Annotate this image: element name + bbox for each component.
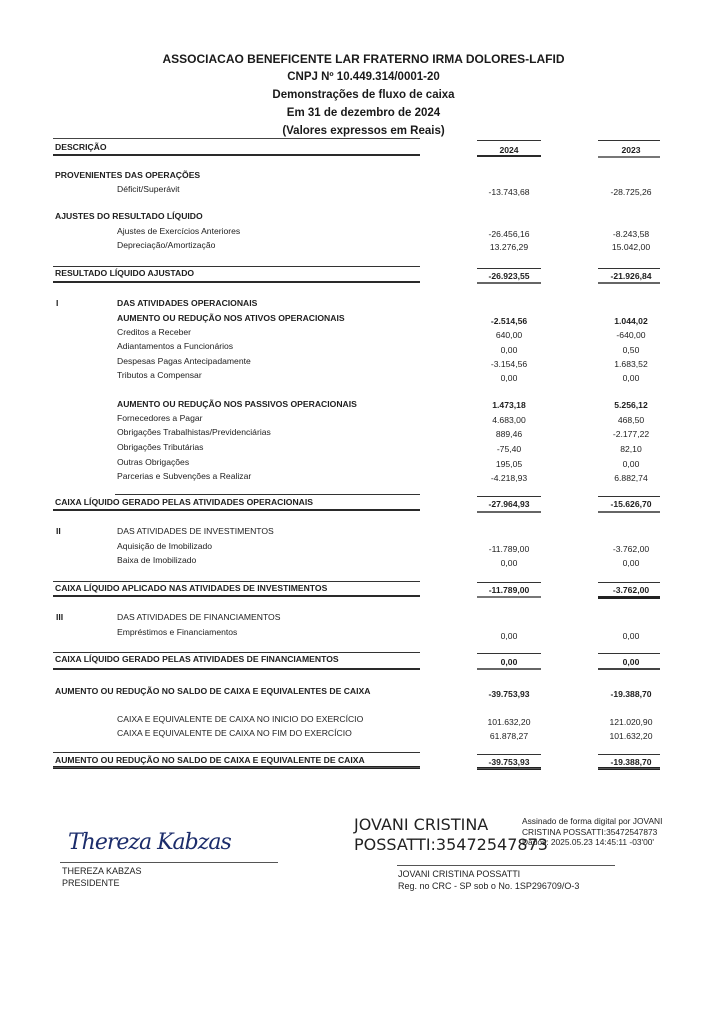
divider bbox=[53, 138, 420, 139]
row-label: CAIXA E EQUIVALENTE DE CAIXA NO INICIO DO EXERCÍCIO bbox=[117, 714, 364, 724]
total-row bbox=[0, 581, 727, 595]
value-2024: -11.789,00 bbox=[488, 544, 530, 554]
currency-note: (Valores expressos em Reais) bbox=[282, 125, 445, 137]
section-title bbox=[0, 296, 727, 310]
value-2024: 0,00 bbox=[500, 373, 518, 383]
value-2024: 889,46 bbox=[495, 429, 523, 439]
row-label: AUMENTO OU REDUÇÃO NO SALDO DE CAIXA E EQUIVALENTES DE CAIXA bbox=[55, 686, 371, 696]
row-label: AUMENTO OU REDUÇÃO NOS ATIVOS OPERACIONAIS bbox=[117, 313, 345, 323]
value-2023: 0,00 bbox=[622, 459, 640, 469]
value-2024: -26.923,55 bbox=[488, 271, 530, 281]
section-marker: I bbox=[56, 298, 59, 308]
value-2024: 4.683,00 bbox=[492, 415, 526, 425]
row-label: CAIXA LÍQUIDO GERADO PELAS ATIVIDADES OPERACIONAIS bbox=[55, 497, 313, 507]
table-row bbox=[0, 625, 727, 639]
table-row bbox=[0, 368, 727, 382]
signature-line bbox=[397, 865, 615, 866]
value-2023: 5.256,12 bbox=[614, 400, 648, 410]
table-row bbox=[0, 224, 727, 238]
value-2023: -21.926,84 bbox=[610, 271, 652, 281]
value-2023: -8.243,58 bbox=[612, 229, 650, 239]
signature-line bbox=[60, 862, 278, 863]
row-label: Ajustes de Exercícios Anteriores bbox=[117, 226, 241, 236]
value-2023: 0,00 bbox=[622, 631, 640, 641]
row-label: CAIXA LÍQUIDO APLICADO NAS ATIVIDADES DE INVESTIMENTOS bbox=[55, 583, 328, 593]
value-2023: 0,00 bbox=[622, 373, 640, 383]
row-label: Adiantamentos a Funcionários bbox=[117, 341, 234, 351]
value-2024: -2.514,56 bbox=[490, 316, 528, 326]
total-row bbox=[0, 495, 727, 509]
value-2024: -27.964,93 bbox=[488, 499, 530, 509]
value-2023: 468,50 bbox=[617, 415, 645, 425]
value-2023: 0,00 bbox=[622, 558, 640, 568]
subtotal-row bbox=[0, 397, 727, 411]
accountant-signature-block bbox=[398, 868, 579, 892]
row-label: Despesas Pagas Antecipadamente bbox=[117, 356, 251, 366]
president-name: THEREZA KABZAS bbox=[62, 866, 142, 876]
section-label: AJUSTES DO RESULTADO LÍQUIDO bbox=[55, 211, 203, 221]
row-label: Parcerias e Subvenções a Realizar bbox=[117, 471, 252, 481]
table-row bbox=[0, 238, 727, 252]
table-row bbox=[0, 182, 727, 196]
value-2024: -11.789,00 bbox=[488, 585, 530, 595]
column-description: DESCRIÇÃO bbox=[55, 142, 107, 152]
subtotal-row bbox=[0, 311, 727, 325]
president-role: PRESIDENTE bbox=[62, 878, 120, 888]
table-row bbox=[0, 425, 727, 439]
row-label: RESULTADO LÍQUIDO AJUSTADO bbox=[55, 268, 195, 278]
section-label: DAS ATIVIDADES OPERACIONAIS bbox=[117, 298, 258, 308]
divider bbox=[53, 281, 420, 283]
organization-name: ASSOCIACAO BENEFICENTE LAR FRATERNO IRMA DOLORES-LAFID bbox=[162, 52, 565, 66]
president-signature-block bbox=[62, 865, 142, 889]
value-2024: 640,00 bbox=[495, 330, 523, 340]
value-2024: 1.473,18 bbox=[492, 400, 526, 410]
value-2023: -640,00 bbox=[616, 330, 646, 340]
value-2023: 121.020,90 bbox=[609, 717, 653, 727]
digital-signature-details bbox=[522, 816, 662, 848]
table-row bbox=[0, 455, 727, 469]
divider bbox=[53, 668, 420, 670]
table-row bbox=[0, 712, 727, 726]
divider bbox=[477, 511, 541, 513]
value-2024: -4.218,93 bbox=[490, 473, 528, 483]
divider bbox=[598, 511, 660, 513]
value-2023: -3.762,00 bbox=[612, 544, 650, 554]
section-title bbox=[0, 610, 727, 624]
digital-note: Assinado de forma digital por JOVANI bbox=[522, 816, 663, 826]
total-row bbox=[0, 266, 727, 280]
column-header-row bbox=[0, 140, 727, 154]
value-2023: 82,10 bbox=[620, 444, 642, 454]
value-2023: 15.042,00 bbox=[611, 242, 651, 252]
cnpj: CNPJ Nº 10.449.314/0001-20 bbox=[287, 71, 440, 83]
table-row bbox=[0, 726, 727, 740]
value-2023: -2.177,22 bbox=[612, 429, 650, 439]
value-2023: 1.683,52 bbox=[614, 359, 648, 369]
row-label: Obrigações Tributárias bbox=[117, 442, 204, 452]
value-2023: 101.632,20 bbox=[609, 731, 653, 741]
table-row bbox=[0, 469, 727, 483]
row-label: Aquisição de Imobilizado bbox=[117, 541, 213, 551]
section-label: PROVENIENTES DAS OPERAÇÕES bbox=[55, 170, 201, 180]
value-2023: -19.388,70 bbox=[610, 757, 652, 767]
table-row bbox=[0, 411, 727, 425]
row-label: Fornecedores a Pagar bbox=[117, 413, 203, 423]
row-label: Obrigações Trabalhistas/Previdenciárias bbox=[117, 427, 271, 437]
row-label: AUMENTO OU REDUÇÃO NOS PASSIVOS OPERACIONAIS bbox=[117, 399, 357, 409]
section-label: DAS ATIVIDADES DE FINANCIAMENTOS bbox=[117, 612, 281, 622]
section-marker: II bbox=[56, 526, 61, 536]
divider bbox=[53, 595, 420, 597]
document-date: Em 31 de dezembro de 2024 bbox=[286, 107, 441, 119]
accountant-name: JOVANI CRISTINA POSSATTI bbox=[398, 869, 521, 879]
document-header bbox=[0, 50, 727, 140]
accountant-registration: Reg. no CRC - SP sob o No. 1SP296709/O-3 bbox=[398, 881, 580, 891]
value-2024: 101.632,20 bbox=[487, 717, 531, 727]
president-handwritten-signature: Thereza Kabzas bbox=[68, 830, 231, 855]
column-2024: 2024 bbox=[499, 145, 519, 155]
row-label: Creditos a Receber bbox=[117, 327, 192, 337]
section-title bbox=[0, 209, 727, 223]
table-row bbox=[0, 354, 727, 368]
row-label: CAIXA LÍQUIDO GERADO PELAS ATIVIDADES DE FINANCIAMENTOS bbox=[55, 654, 339, 664]
value-2024: 0,00 bbox=[500, 345, 518, 355]
table-row bbox=[0, 440, 727, 454]
value-2023: -15.626,70 bbox=[610, 499, 652, 509]
value-2023: 1.044,02 bbox=[614, 316, 648, 326]
row-label: Déficit/Superávit bbox=[117, 184, 180, 194]
value-2024: 13.276,29 bbox=[489, 242, 529, 252]
table-row bbox=[0, 539, 727, 553]
section-title bbox=[0, 524, 727, 538]
value-2023: -28.725,26 bbox=[610, 187, 652, 197]
value-2024: -39.753,93 bbox=[488, 757, 530, 767]
row-label: Empréstimos e Financiamentos bbox=[117, 627, 238, 637]
row-label: Depreciação/Amortização bbox=[117, 240, 216, 250]
value-2024: 195,05 bbox=[495, 459, 523, 469]
row-label: AUMENTO OU REDUÇÃO NO SALDO DE CAIXA E EQUIVALENTE DE CAIXA bbox=[55, 755, 365, 765]
value-2024: -39.753,93 bbox=[488, 689, 530, 699]
row-label: Outras Obrigações bbox=[117, 457, 190, 467]
section-marker: III bbox=[56, 612, 64, 622]
value-2024: 0,00 bbox=[500, 558, 518, 568]
total-row bbox=[0, 753, 727, 767]
row-label: CAIXA E EQUIVALENTE DE CAIXA NO FIM DO EXERCÍCIO bbox=[117, 728, 352, 738]
section-title bbox=[0, 168, 727, 182]
section-label: DAS ATIVIDADES DE INVESTIMENTOS bbox=[117, 526, 274, 536]
digital-note: CRISTINA POSSATTI:35472547873 bbox=[522, 826, 658, 837]
value-2023: -19.388,70 bbox=[610, 689, 652, 699]
value-2023: 6.882,74 bbox=[614, 473, 648, 483]
digital-timestamp: Dados: 2025.05.23 14:45:11 -03'00' bbox=[522, 837, 655, 847]
digital-signature-stamp bbox=[354, 815, 548, 855]
value-2024: -13.743,68 bbox=[488, 187, 530, 197]
table-row bbox=[0, 553, 727, 567]
value-2024: 0,00 bbox=[500, 631, 518, 641]
value-2024: -75,40 bbox=[496, 444, 522, 454]
document-title: Demonstrações de fluxo de caixa bbox=[272, 89, 455, 101]
value-2023: -3.762,00 bbox=[612, 585, 650, 595]
value-2023: 0,50 bbox=[622, 345, 640, 355]
row-label: Tributos a Compensar bbox=[117, 370, 202, 380]
total-row bbox=[0, 684, 727, 698]
total-row bbox=[0, 652, 727, 666]
value-2024: -3.154,56 bbox=[490, 359, 528, 369]
divider bbox=[53, 154, 420, 156]
value-2024: 0,00 bbox=[500, 657, 518, 667]
divider bbox=[53, 509, 420, 511]
table-row bbox=[0, 325, 727, 339]
digital-signer-name-2: POSSATTI:35472547873 bbox=[354, 835, 548, 854]
value-2023: 0,00 bbox=[622, 657, 640, 667]
table-row bbox=[0, 339, 727, 353]
row-label: Baixa de Imobilizado bbox=[117, 555, 197, 565]
column-2023: 2023 bbox=[621, 145, 641, 155]
value-2024: -26.456,16 bbox=[488, 229, 530, 239]
digital-signer-name-1: JOVANI CRISTINA bbox=[354, 815, 489, 834]
value-2024: 61.878,27 bbox=[489, 731, 529, 741]
